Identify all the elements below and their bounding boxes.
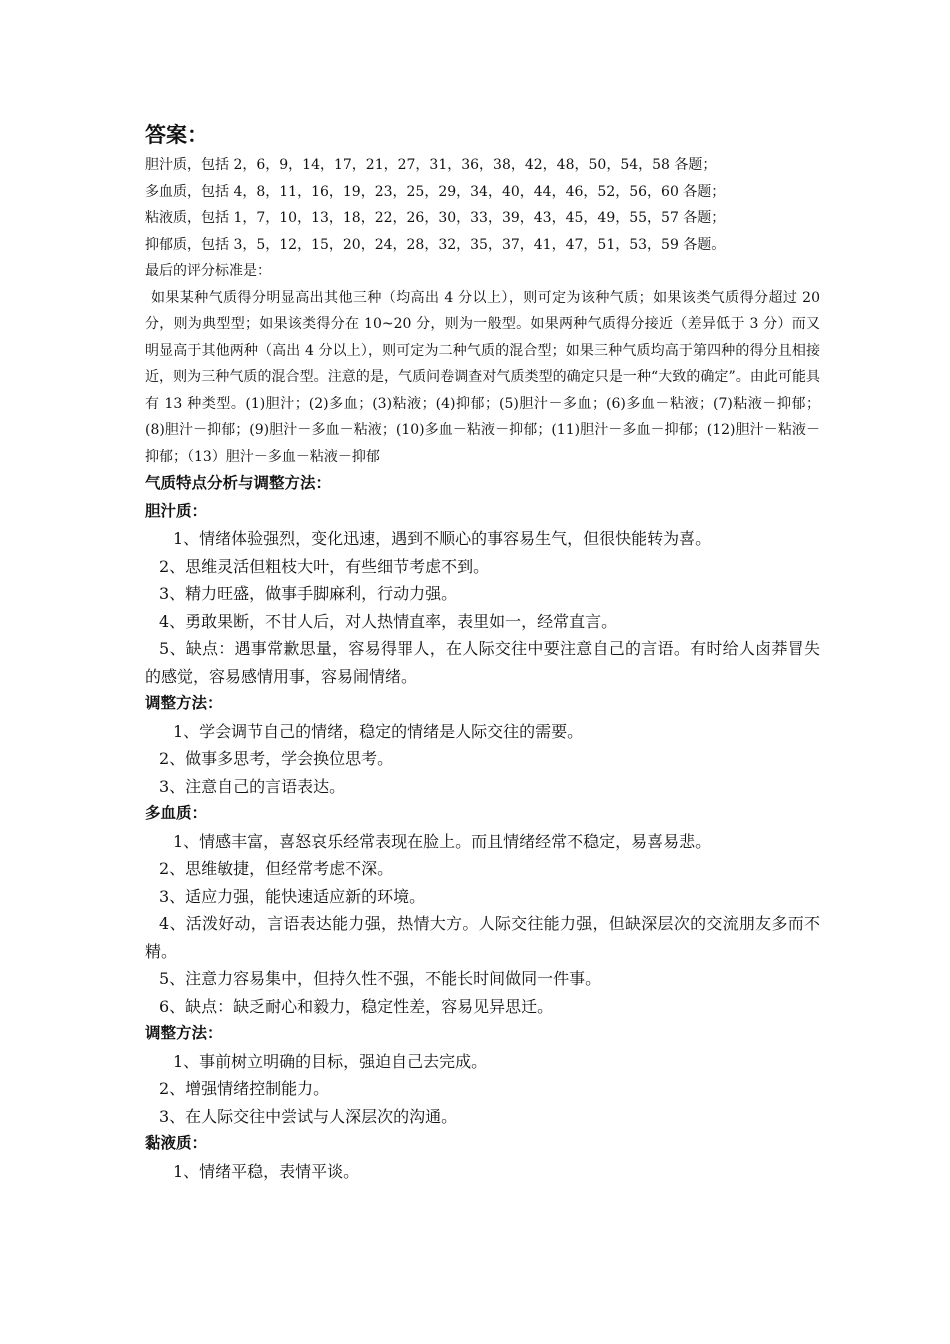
choleric-item: 5、缺点：遇事常歉思量，容易得罪人，在人际交往中要注意自己的言语。有时给人卤莽冒失的感觉，容易感情用事，容易闹情绪。 (145, 639, 820, 686)
sanguine-item: 3、适应力强，能快速适应新的环境。 (159, 886, 426, 906)
sanguine-item: 4、活泼好动，言语表达能力强，热情大方。人际交往能力强，但缺深层次的交流朋友多而不精。 (145, 914, 820, 961)
choleric-adjust-item: 3、注意自己的言语表达。 (159, 776, 346, 796)
choleric-item: 4、勇敢果断，不甘人后，对人热情直率，表里如一，经常直言。 (159, 611, 618, 631)
answer-line-melancholic: 抑郁质，包括 3，5，12，15，20，24，28，32，35，37，41，47，51，53，59 各题。 (145, 236, 726, 253)
choleric-item: 3、精力旺盛，做事手脚麻利，行动力强。 (159, 584, 458, 603)
answer-title: 答案： (145, 123, 208, 147)
choleric-item: 2、思维灵活但粗枝大叶，有些细节考虑不到。 (159, 556, 490, 576)
choleric-adjust-item: 2、做事多思考，学会换位思考。 (159, 749, 394, 768)
scoring-standard-label: 最后的评分标准是： (145, 263, 271, 279)
choleric-heading: 胆汁质： (145, 501, 208, 520)
sanguine-adjust-item: 2、增强情绪控制能力。 (159, 1079, 330, 1098)
answer-line-choleric: 胆汁质，包括 2，6，9，14，17，21，27，31，36，38，42，48，50，54，58 各题； (145, 157, 717, 173)
choleric-adjust-heading: 调整方法： (145, 694, 223, 712)
sanguine-item: 6、缺点：缺乏耐心和毅力，稳定性差，容易见异思迁。 (159, 996, 554, 1016)
sanguine-adjust-item: 3、在人际交往中尝试与人深层次的沟通。 (159, 1106, 458, 1126)
sanguine-heading: 多血质： (145, 804, 208, 822)
choleric-item: 1、情绪体验强烈，变化迅速，遇到不顺心的事容易生气，但很快能转为喜。 (173, 529, 712, 548)
choleric-adjust-item: 1、学会调节自己的情绪，稳定的情绪是人际交往的需要。 (173, 721, 584, 741)
phlegmatic-item: 1、情绪平稳，表情平谈。 (173, 1161, 360, 1181)
sanguine-adjust-item: 1、事前树立明确的目标，强迫自己去完成。 (173, 1051, 488, 1071)
analysis-heading: 气质特点分析与调整方法： (145, 474, 332, 492)
document-content (145, 118, 820, 1185)
sanguine-item: 1、情感丰富，喜怒哀乐经常表现在脸上。而且情绪经常不稳定，易喜易悲。 (173, 831, 712, 851)
sanguine-item: 5、注意力容易集中，但持久性不强，不能长时间做同一件事。 (159, 969, 602, 988)
scoring-criteria-paragraph: 如果某种气质得分明显高出其他三种（均高出 4 分以上），则可定为该种气质；如果该类气质得分超过 20 分，则为典型型；如果该类得分在 10~20 分，则为一般型。如果两种气质得分接近（差异低于 3 分）而又明显高于其他两种（高出 4 分以上），则可定为二种气质的混合型；如果三种气质均高于第四种的得分且相接近，则为三种气质的混合型。注意的是，气质问卷调查对气质类型的确定只是一种“大致的确定”。由此可能具有 13 种类型。(1)胆汁；(2)多血；(3)粘液；(4)抑郁；(5)胆汁－多血；(6)多血－粘液；(7)粘液－抑郁；(8)胆汁－抑郁；(9)胆汁－多血－粘液；(10)多血－粘液－抑郁；(11)胆汁－多血－抑郁；(12)胆汁－粘液－抑郁；（13）胆汁－多血－粘液－抑郁 (145, 289, 820, 465)
phlegmatic-heading: 黏液质： (145, 1134, 208, 1152)
sanguine-item: 2、思维敏捷，但经常考虑不深。 (159, 859, 394, 878)
sanguine-adjust-heading: 调整方法： (145, 1024, 223, 1042)
answer-line-sanguine: 多血质，包括 4，8，11，16，19，23，25，29，34，40，44，46，52，56，60 各题； (145, 183, 726, 200)
answer-line-phlegmatic: 粘液质，包括 1，7，10，13，18，22，26，30，33，39，43，45，49，55，57 各题； (145, 210, 726, 226)
